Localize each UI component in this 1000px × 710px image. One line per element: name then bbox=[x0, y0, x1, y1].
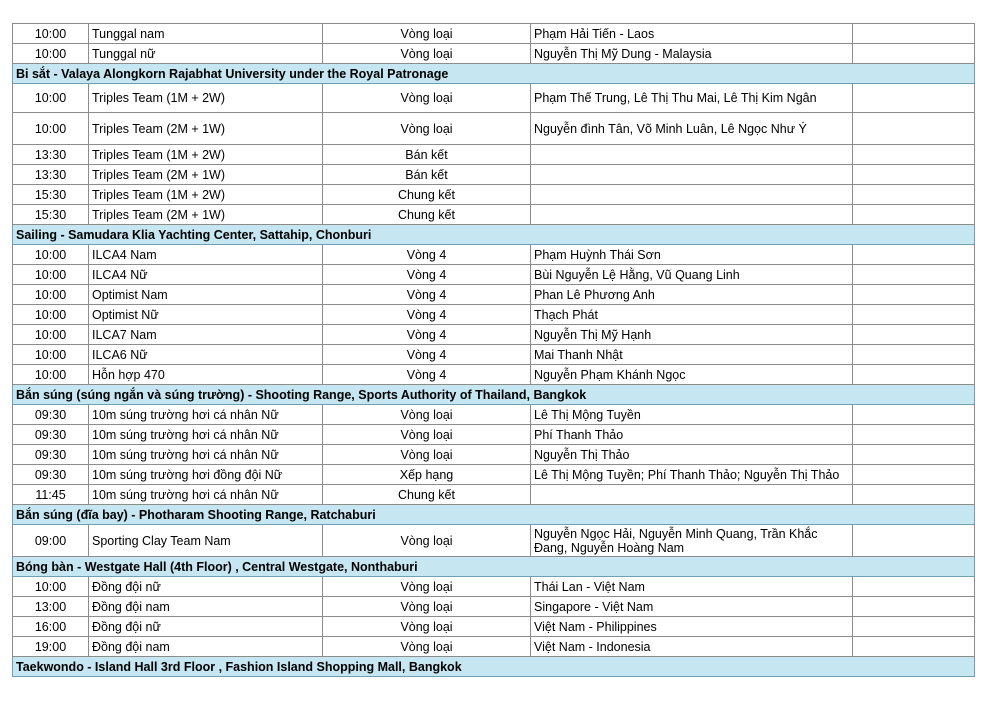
note-cell bbox=[853, 84, 975, 113]
round-cell: Vòng loại bbox=[323, 405, 531, 425]
note-cell bbox=[853, 285, 975, 305]
event-cell: ILCA4 Nữ bbox=[89, 265, 323, 285]
athletes-cell: Nguyễn Phạm Khánh Ngọc bbox=[531, 365, 853, 385]
round-cell: Vòng 4 bbox=[323, 285, 531, 305]
event-cell: 10m súng trường hơi đồng đội Nữ bbox=[89, 465, 323, 485]
event-cell: Tunggal nữ bbox=[89, 44, 323, 64]
event-cell: Triples Team (1M + 2W) bbox=[89, 145, 323, 165]
schedule-row bbox=[13, 445, 975, 465]
round-cell: Bán kết bbox=[323, 165, 531, 185]
note-cell bbox=[853, 245, 975, 265]
note-cell bbox=[853, 345, 975, 365]
round-cell: Vòng loại bbox=[323, 617, 531, 637]
venue-title: Taekwondo - Island Hall 3rd Floor , Fashion Island Shopping Mall, Bangkok bbox=[13, 657, 975, 677]
venue-title: Bóng bàn - Westgate Hall (4th Floor) , Central Westgate, Nonthaburi bbox=[13, 557, 975, 577]
schedule-row bbox=[13, 485, 975, 505]
athletes-cell: Phan Lê Phương Anh bbox=[531, 285, 853, 305]
athletes-cell bbox=[531, 165, 853, 185]
schedule-table bbox=[12, 23, 975, 677]
athletes-cell: Lê Thị Mộng Tuyền; Phí Thanh Thảo; Nguyễn Thị Thảo bbox=[531, 465, 853, 485]
round-cell: Vòng loại bbox=[323, 425, 531, 445]
time-cell: 09:30 bbox=[13, 425, 89, 445]
athletes-cell: Singapore - Việt Nam bbox=[531, 597, 853, 617]
note-cell bbox=[853, 617, 975, 637]
round-cell: Vòng 4 bbox=[323, 245, 531, 265]
note-cell bbox=[853, 485, 975, 505]
athletes-cell bbox=[531, 185, 853, 205]
round-cell: Vòng loại bbox=[323, 24, 531, 44]
event-cell: 10m súng trường hơi cá nhân Nữ bbox=[89, 445, 323, 465]
time-cell: 11:45 bbox=[13, 485, 89, 505]
athletes-cell: Thái Lan - Việt Nam bbox=[531, 577, 853, 597]
time-cell: 10:00 bbox=[13, 84, 89, 113]
athletes-cell: Nguyễn đình Tân, Võ Minh Luân, Lê Ngọc Như Ý bbox=[531, 113, 853, 145]
schedule-row bbox=[13, 245, 975, 265]
venue-title: Bắn súng (đĩa bay) - Photharam Shooting Range, Ratchaburi bbox=[13, 505, 975, 525]
note-cell bbox=[853, 577, 975, 597]
event-cell: ILCA6 Nữ bbox=[89, 345, 323, 365]
athletes-cell: Lê Thị Mộng Tuyền bbox=[531, 405, 853, 425]
athletes-cell: Phạm Hải Tiến - Laos bbox=[531, 24, 853, 44]
time-cell: 13:30 bbox=[13, 145, 89, 165]
round-cell: Vòng 4 bbox=[323, 325, 531, 345]
schedule-row bbox=[13, 285, 975, 305]
round-cell: Vòng loại bbox=[323, 525, 531, 557]
event-cell: 10m súng trường hơi cá nhân Nữ bbox=[89, 425, 323, 445]
note-cell bbox=[853, 265, 975, 285]
time-cell: 10:00 bbox=[13, 305, 89, 325]
event-cell: ILCA4 Nam bbox=[89, 245, 323, 265]
schedule-row bbox=[13, 165, 975, 185]
time-cell: 13:00 bbox=[13, 597, 89, 617]
event-cell: Optimist Nam bbox=[89, 285, 323, 305]
athletes-cell bbox=[531, 205, 853, 225]
time-cell: 10:00 bbox=[13, 24, 89, 44]
schedule-row bbox=[13, 265, 975, 285]
note-cell bbox=[853, 637, 975, 657]
round-cell: Chung kết bbox=[323, 485, 531, 505]
time-cell: 09:30 bbox=[13, 445, 89, 465]
schedule-row bbox=[13, 145, 975, 165]
schedule-row bbox=[13, 597, 975, 617]
note-cell bbox=[853, 165, 975, 185]
venue-section-header bbox=[13, 505, 975, 525]
schedule-row bbox=[13, 425, 975, 445]
round-cell: Xếp hạng bbox=[323, 465, 531, 485]
athletes-cell bbox=[531, 485, 853, 505]
athletes-cell: Thạch Phát bbox=[531, 305, 853, 325]
athletes-cell: Việt Nam - Philippines bbox=[531, 617, 853, 637]
note-cell bbox=[853, 525, 975, 557]
venue-title: Bi sắt - Valaya Alongkorn Rajabhat University under the Royal Patronage bbox=[13, 64, 975, 84]
round-cell: Bán kết bbox=[323, 145, 531, 165]
time-cell: 10:00 bbox=[13, 285, 89, 305]
schedule-row bbox=[13, 345, 975, 365]
athletes-cell: Mai Thanh Nhật bbox=[531, 345, 853, 365]
event-cell: ILCA7 Nam bbox=[89, 325, 323, 345]
schedule-row bbox=[13, 24, 975, 44]
time-cell: 09:00 bbox=[13, 525, 89, 557]
note-cell bbox=[853, 365, 975, 385]
note-cell bbox=[853, 465, 975, 485]
athletes-cell: Nguyễn Ngọc Hải, Nguyễn Minh Quang, Trần Khắc Đang, Nguyễn Hoàng Nam bbox=[531, 525, 853, 557]
note-cell bbox=[853, 425, 975, 445]
round-cell: Vòng loại bbox=[323, 597, 531, 617]
round-cell: Chung kết bbox=[323, 185, 531, 205]
time-cell: 09:30 bbox=[13, 465, 89, 485]
round-cell: Vòng 4 bbox=[323, 345, 531, 365]
round-cell: Chung kết bbox=[323, 205, 531, 225]
round-cell: Vòng loại bbox=[323, 445, 531, 465]
event-cell: Đồng đội nam bbox=[89, 637, 323, 657]
note-cell bbox=[853, 325, 975, 345]
schedule-row bbox=[13, 325, 975, 345]
event-cell: Đồng đội nữ bbox=[89, 577, 323, 597]
round-cell: Vòng loại bbox=[323, 113, 531, 145]
time-cell: 10:00 bbox=[13, 265, 89, 285]
schedule-row bbox=[13, 113, 975, 145]
note-cell bbox=[853, 44, 975, 64]
venue-section-header bbox=[13, 64, 975, 84]
event-cell: Hỗn hợp 470 bbox=[89, 365, 323, 385]
athletes-cell: Bùi Nguyễn Lệ Hằng, Vũ Quang Linh bbox=[531, 265, 853, 285]
venue-section-header bbox=[13, 385, 975, 405]
event-cell: 10m súng trường hơi cá nhân Nữ bbox=[89, 405, 323, 425]
note-cell bbox=[853, 305, 975, 325]
note-cell bbox=[853, 185, 975, 205]
schedule-row bbox=[13, 44, 975, 64]
note-cell bbox=[853, 405, 975, 425]
athletes-cell: Nguyễn Thị Thảo bbox=[531, 445, 853, 465]
event-cell: Triples Team (2M + 1W) bbox=[89, 165, 323, 185]
time-cell: 15:30 bbox=[13, 185, 89, 205]
schedule-row bbox=[13, 205, 975, 225]
round-cell: Vòng 4 bbox=[323, 365, 531, 385]
event-cell: Triples Team (1M + 2W) bbox=[89, 84, 323, 113]
athletes-cell: Việt Nam - Indonesia bbox=[531, 637, 853, 657]
note-cell bbox=[853, 445, 975, 465]
schedule-row bbox=[13, 525, 975, 557]
round-cell: Vòng 4 bbox=[323, 305, 531, 325]
note-cell bbox=[853, 205, 975, 225]
time-cell: 10:00 bbox=[13, 325, 89, 345]
time-cell: 19:00 bbox=[13, 637, 89, 657]
schedule-row bbox=[13, 405, 975, 425]
time-cell: 13:30 bbox=[13, 165, 89, 185]
time-cell: 10:00 bbox=[13, 345, 89, 365]
event-cell: Triples Team (2M + 1W) bbox=[89, 205, 323, 225]
event-cell: 10m súng trường hơi cá nhân Nữ bbox=[89, 485, 323, 505]
athletes-cell: Phạm Huỳnh Thái Sơn bbox=[531, 245, 853, 265]
venue-section-header bbox=[13, 657, 975, 677]
venue-section-header bbox=[13, 225, 975, 245]
schedule-row bbox=[13, 185, 975, 205]
note-cell bbox=[853, 597, 975, 617]
schedule-row bbox=[13, 465, 975, 485]
event-cell: Optimist Nữ bbox=[89, 305, 323, 325]
note-cell bbox=[853, 24, 975, 44]
schedule-row bbox=[13, 365, 975, 385]
time-cell: 15:30 bbox=[13, 205, 89, 225]
schedule-sheet bbox=[12, 23, 974, 677]
schedule-row bbox=[13, 577, 975, 597]
time-cell: 10:00 bbox=[13, 113, 89, 145]
athletes-cell: Nguyễn Thị Mỹ Dung - Malaysia bbox=[531, 44, 853, 64]
event-cell: Sporting Clay Team Nam bbox=[89, 525, 323, 557]
athletes-cell: Phí Thanh Thảo bbox=[531, 425, 853, 445]
round-cell: Vòng loại bbox=[323, 637, 531, 657]
schedule-row bbox=[13, 637, 975, 657]
event-cell: Triples Team (1M + 2W) bbox=[89, 185, 323, 205]
schedule-row bbox=[13, 617, 975, 637]
round-cell: Vòng 4 bbox=[323, 265, 531, 285]
event-cell: Triples Team (2M + 1W) bbox=[89, 113, 323, 145]
time-cell: 09:30 bbox=[13, 405, 89, 425]
venue-section-header bbox=[13, 557, 975, 577]
time-cell: 16:00 bbox=[13, 617, 89, 637]
venue-title: Sailing - Samudara Klia Yachting Center, Sattahip, Chonburi bbox=[13, 225, 975, 245]
event-cell: Đồng đội nữ bbox=[89, 617, 323, 637]
time-cell: 10:00 bbox=[13, 245, 89, 265]
schedule-row bbox=[13, 305, 975, 325]
athletes-cell bbox=[531, 145, 853, 165]
venue-title: Bắn súng (súng ngắn và súng trường) - Shooting Range, Sports Authority of Thailand, Bangkok bbox=[13, 385, 975, 405]
time-cell: 10:00 bbox=[13, 365, 89, 385]
round-cell: Vòng loại bbox=[323, 44, 531, 64]
round-cell: Vòng loại bbox=[323, 577, 531, 597]
schedule-body bbox=[13, 24, 975, 677]
athletes-cell: Nguyễn Thị Mỹ Hạnh bbox=[531, 325, 853, 345]
event-cell: Đồng đội nam bbox=[89, 597, 323, 617]
note-cell bbox=[853, 113, 975, 145]
time-cell: 10:00 bbox=[13, 577, 89, 597]
time-cell: 10:00 bbox=[13, 44, 89, 64]
note-cell bbox=[853, 145, 975, 165]
event-cell: Tunggal nam bbox=[89, 24, 323, 44]
round-cell: Vòng loại bbox=[323, 84, 531, 113]
athletes-cell: Phạm Thế Trung, Lê Thị Thu Mai, Lê Thị Kim Ngân bbox=[531, 84, 853, 113]
schedule-row bbox=[13, 84, 975, 113]
